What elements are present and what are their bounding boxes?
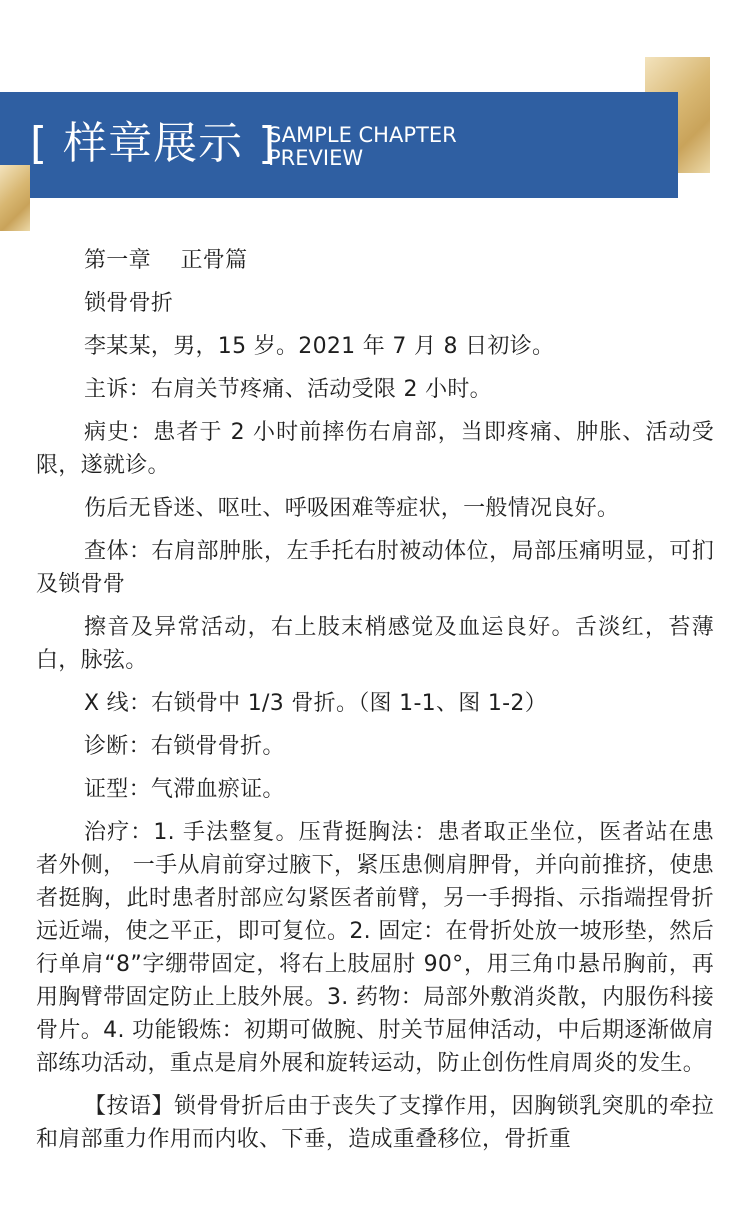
chief-complaint: 主诉：右肩关节疼痛、活动受限 2 小时。 — [84, 377, 492, 402]
syndrome-type: 证型：气滞血瘀证。 — [84, 777, 285, 802]
banner-title-chinese: [ 样章展示 ] — [30, 118, 277, 169]
treatment: 治疗：1. 手法整复。压背挺胸法：患者取正坐位，医者站在患者外侧， 一手从肩前穿过腋下，紧压患侧肩胛骨，并向前推挤，使患者挺胸，此时患者肘部应勾紧医者前臂，另一手拇指、示指端捏骨折远近端，使之平正，即可复位。2. 固定：在骨折处放一坡形垫，然后行单肩“8”字绷带固定，将右上肢屈肘 90°，用三角巾悬吊胸前，再用胸臂带固定防止上肢外展。3. 药物：局部外敷消炎散，内服伤科接骨片。4. 功能锻炼：初期可做腕、肘关节屈伸活动，中后期逐渐做肩部练功活动，重点是肩外展和旋转运动，防止创伤性肩周炎的发生。 — [36, 820, 714, 1076]
gold-decoration-left — [0, 165, 30, 231]
patient-info: 李某某，男，15 岁。2021 年 7 月 8 日初诊。 — [84, 334, 555, 359]
general-condition: 伤后无昏迷、呕吐、呼吸困难等症状，一般情况良好。 — [84, 496, 620, 521]
physical-exam: 查体：右肩部肿胀，左手托右肘被动体位，局部压痛明显，可扪及锁骨骨 — [36, 539, 714, 597]
section-title: 锁骨骨折 — [84, 291, 174, 316]
banner-title-english — [268, 124, 457, 170]
medical-history: 病史：患者于 2 小时前摔伤右肩部，当即疼痛、肿胀、活动受限，遂就诊。 — [36, 420, 714, 478]
diagnosis: 诊断：右锁骨骨折。 — [84, 734, 285, 759]
chapter-content — [36, 244, 714, 1166]
xray-finding: X 线：右锁骨中 1/3 骨折。（图 1-1、图 1-2） — [84, 691, 548, 716]
banner-title-english-line1: SAMPLE CHAPTER — [268, 123, 457, 147]
commentary: 【按语】锁骨骨折后由于丧失了支撑作用，因胸锁乳突肌的牵拉和肩部重力作用而内收、下垂，造成重叠移位，骨折重 — [36, 1094, 714, 1152]
banner-title-english-line2: PREVIEW — [268, 146, 364, 170]
chapter-heading: 第一章 正骨篇 — [84, 248, 248, 273]
physical-exam-continued: 擦音及异常活动，右上肢末梢感觉及血运良好。舌淡红，苔薄白，脉弦。 — [36, 615, 714, 673]
